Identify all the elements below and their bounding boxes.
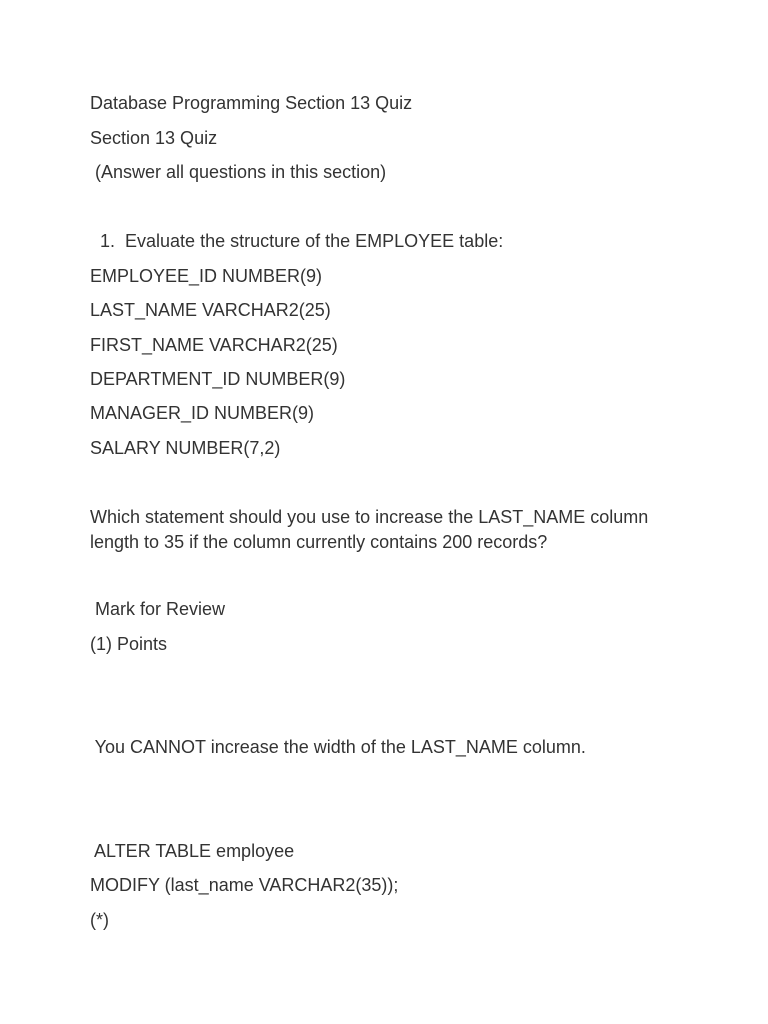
mark-for-review-link[interactable]: Mark for Review [90,599,226,619]
document-title: Database Programming Section 13 Quiz [90,93,413,113]
table-column-salary: SALARY NUMBER(7,2) [90,438,281,458]
answer-option-2-line-1[interactable]: ALTER TABLE employee [90,841,295,861]
table-column-manager-id: MANAGER_ID NUMBER(9) [90,403,315,423]
table-column-first-name: FIRST_NAME VARCHAR2(25) [90,335,338,355]
points-label: (1) Points [90,634,168,654]
table-column-employee-id: EMPLOYEE_ID NUMBER(9) [90,266,323,286]
question-prompt: Which statement should you use to increase the LAST_NAME column length to 35 if the column currently contains 200 records? [90,507,649,552]
instructions-text: (Answer all questions in this section) [90,162,387,182]
table-column-last-name: LAST_NAME VARCHAR2(25) [90,300,331,320]
section-title: Section 13 Quiz [90,128,218,148]
correct-answer-marker: (*) [90,910,109,930]
question-heading: 1. Evaluate the structure of the EMPLOYEE table: [90,231,504,251]
answer-option-2-line-2[interactable]: MODIFY (last_name VARCHAR2(35)); [90,875,399,895]
answer-option-1[interactable]: You CANNOT increase the width of the LAST_NAME column. [90,737,586,757]
table-column-department-id: DEPARTMENT_ID NUMBER(9) [90,369,346,389]
